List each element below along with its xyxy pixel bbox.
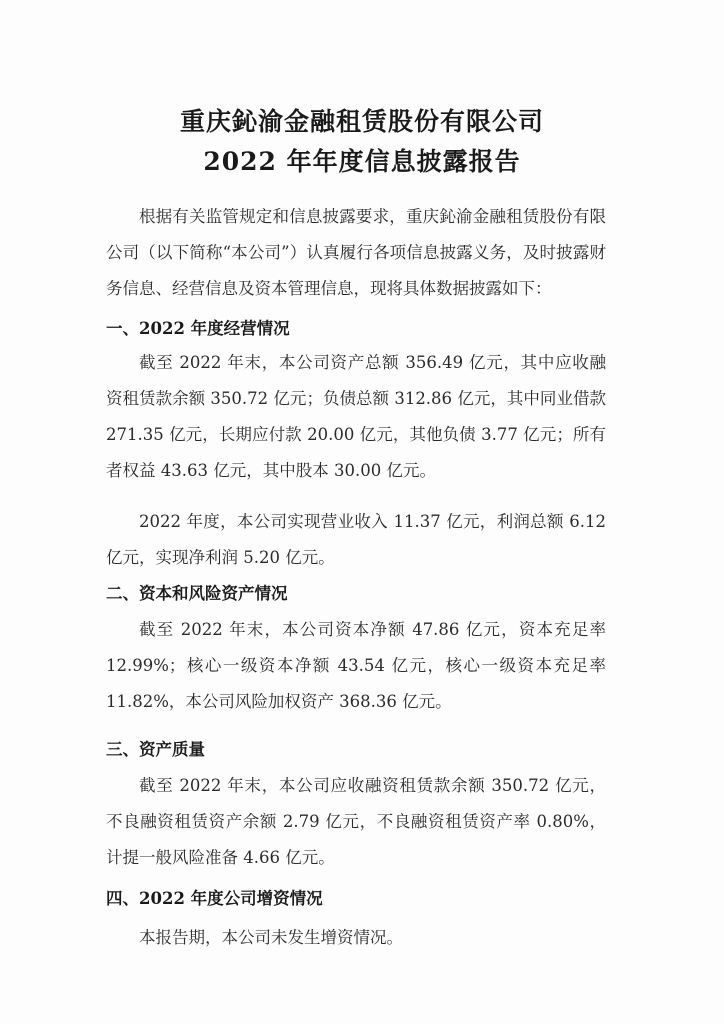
section-paragraph-balance-sheet: 截至 2022 年末，本公司资产总额 356.49 亿元，其中应收融资租赁款余额 350.72 亿元；负债总额 312.86 亿元，其中同业借款 271.35 亿元，长期应付款 20.00 亿元，其他负债 3.77 亿元；所有者权益 43.63 亿元，其中股本 30.00 亿元。 xyxy=(106,353,606,480)
section-paragraph-capital: 截至 2022 年末，本公司资本净额 47.86 亿元，资本充足率 12.99%；核心一级资本净额 43.54 亿元，核心一级资本充足率 11.82%，本公司风险加权资产 368.36 亿元。 xyxy=(106,620,606,711)
section-heading-asset-quality: 三、资产质量 xyxy=(106,740,205,759)
intro-paragraph: 根据有关监管规定和信息披露要求，重庆鈊渝金融租赁股份有限公司（以下简称“本公司”）认真履行各项信息披露义务，及时披露财务信息、经营信息及资本管理信息，现将具体数据披露如下： xyxy=(106,207,606,298)
section-heading-operations: 一、2022 年度经营情况 xyxy=(106,319,290,338)
section-paragraph-capital-increase: 本报告期，本公司未发生增资情况。 xyxy=(139,928,403,947)
section-heading-capital: 二、资本和风险资产情况 xyxy=(106,584,288,603)
document-title-line2: 2022 年年度信息披露报告 xyxy=(203,147,521,176)
section-paragraph-income: 2022 年度，本公司实现营业收入 11.37 亿元，利润总额 6.12 亿元，实现净利润 5.20 亿元。 xyxy=(106,512,606,567)
section-paragraph-asset-quality: 截至 2022 年末，本公司应收融资租赁款余额 350.72 亿元，不良融资租赁资产余额 2.79 亿元，不良融资租赁资产率 0.80%，计提一般风险准备 4.66 亿元。 xyxy=(106,776,606,867)
section-heading-capital-increase: 四、2022 年度公司增资情况 xyxy=(106,889,323,908)
document-title-line1: 重庆鈊渝金融租赁股份有限公司 xyxy=(179,107,544,136)
